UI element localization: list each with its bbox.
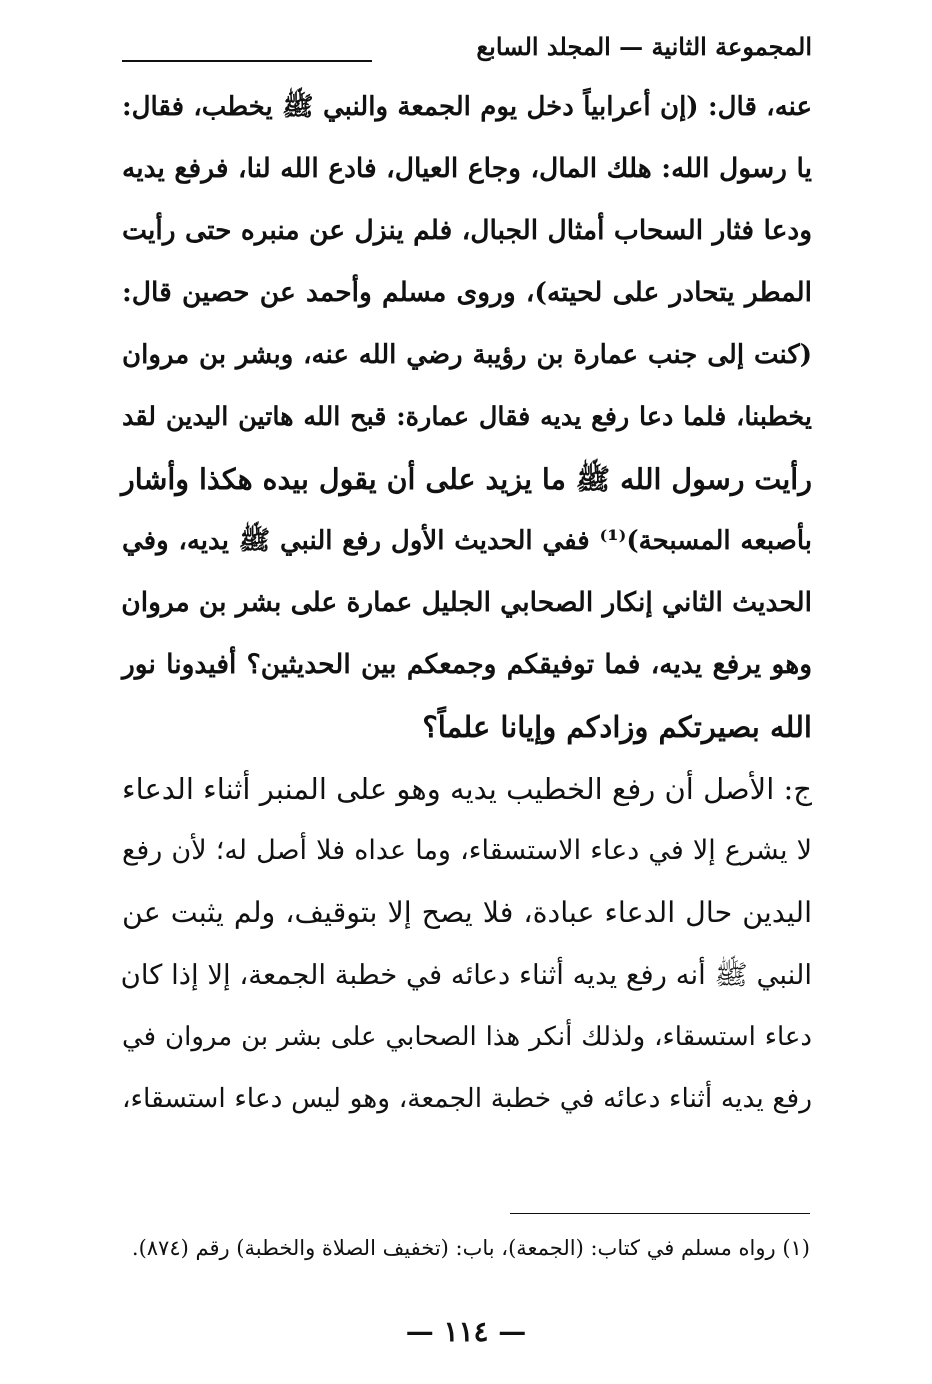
- answer-block: [122, 758, 812, 1130]
- answer-line: النبي ﷺ أنه رفع يديه أثناء دعائه في خطبة الجمعة، إلا إذا كان: [120, 959, 812, 991]
- answer-line: اليدين حال الدعاء عبادة، فلا يصح إلا بتوقيف، ولم يثبت عن: [122, 896, 812, 929]
- question-line: عنه، قال: (إن أعرابياً دخل يوم الجمعة والنبي ﷺ يخطب، فقال:: [122, 92, 812, 122]
- question-line: المطر يتحادر على لحيته)، وروى مسلم وأحمد عن حصين قال:: [122, 277, 812, 308]
- running-header: [122, 30, 812, 70]
- header-rule: [122, 60, 372, 62]
- answer-line: دعاء استسقاء، ولذلك أنكر هذا الصحابي على بشر بن مروان في: [122, 1022, 812, 1052]
- question-line: رأيت رسول الله ﷺ ما يزيد على أن يقول بيده هكذا وأشار: [121, 462, 812, 496]
- footnote: (١) رواه مسلم في كتاب: (الجمعة)، باب: (تخفيف الصلاة والخطبة) رقم (٨٧٤).: [131, 1236, 810, 1260]
- footnote-rule: [510, 1213, 810, 1214]
- question-block: [122, 76, 812, 758]
- body-text: [122, 76, 812, 1130]
- question-line: يخطبنا، فلما دعا رفع يديه فقال عمارة: قبح الله هاتين اليدين لقد: [122, 402, 812, 432]
- answer-line: ج: الأصل أن رفع الخطيب يديه وهو على المنبر أثناء الدعاء: [122, 772, 812, 806]
- answer-line: رفع يديه أثناء دعائه في خطبة الجمعة، وهو ليس دعاء استسقاء،: [122, 1083, 812, 1114]
- question-line: ودعا فثار السحاب أمثال الجبال، فلم ينزل عن منبره حتى رأيت: [122, 215, 812, 246]
- page-number: — ١١٤ —: [405, 1315, 527, 1348]
- answer-line: لا يشرع إلا في دعاء الاستسقاء، وما عداه فلا أصل له؛ لأن رفع: [122, 835, 812, 866]
- question-line: الحديث الثاني إنكار الصحابي الجليل عمارة على بشر بن مروان: [121, 587, 812, 618]
- question-line: وهو يرفع يديه، فما توفيقكم وجمعكم بين الحديثين؟ أفيدونا نور: [122, 649, 812, 680]
- question-line: (كنت إلى جنب عمارة بن رؤيبة رضي الله عنه، وبشر بن مروان: [122, 340, 812, 370]
- running-header-title: المجموعة الثانية — المجلد السابع: [476, 32, 812, 61]
- question-line: يا رسول الله: هلك المال، وجاع العيال، فادع الله لنا، فرفع يديه: [122, 153, 812, 184]
- question-line: الله بصيرتكم وزادكم وإيانا علماً؟: [422, 710, 812, 744]
- question-line: بأصبعه المسبحة)⁽¹⁾ ففي الحديث الأول رفع النبي ﷺ يديه، وفي: [122, 526, 812, 556]
